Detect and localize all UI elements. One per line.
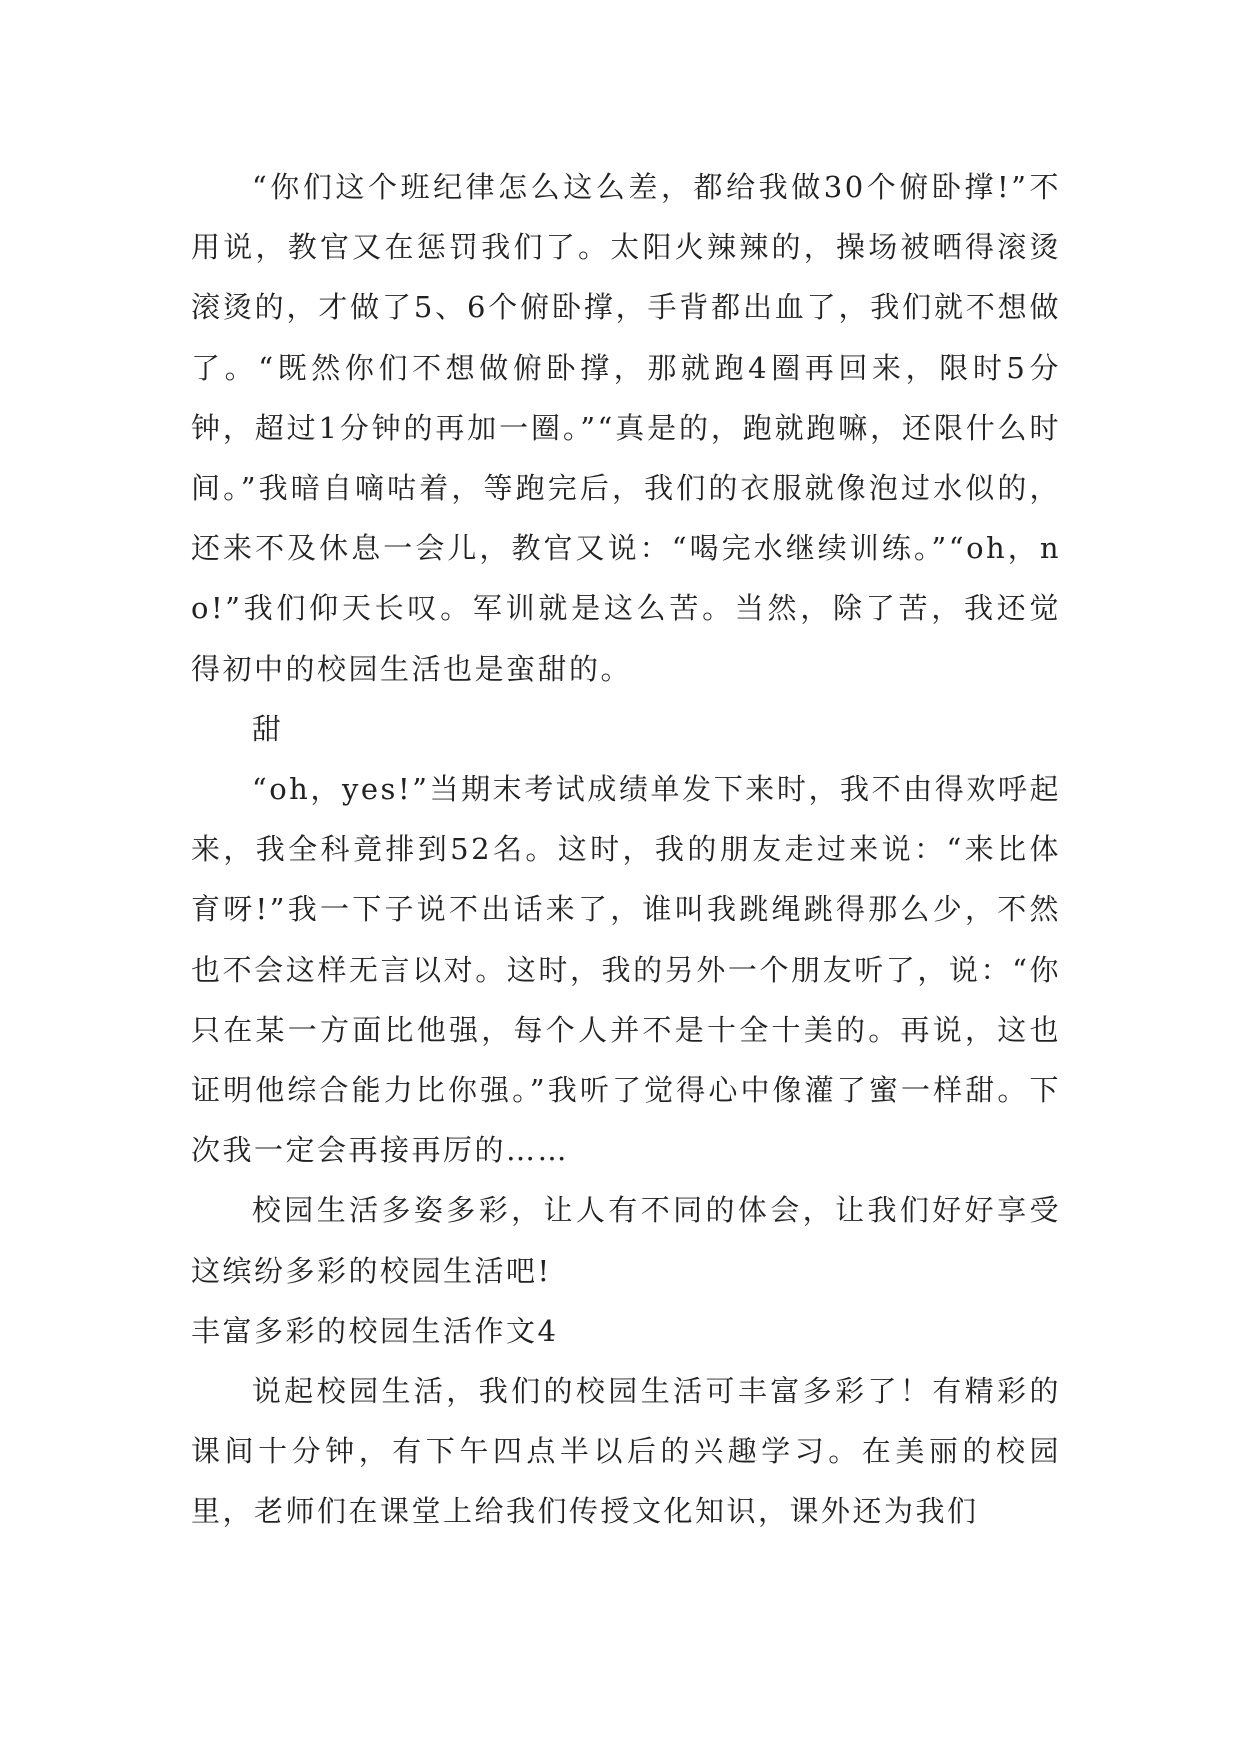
paragraph-exam-results: “oh，yes!”当期末考试成绩单发下来时，我不由得欢呼起来，我全科竟排到52名。这时，我的朋友走过来说：“来比体育呀!”我一下子说不出话来了，谁叫我跳绳跳得那么少，不然也不会这样无言以对。这时，我的另外一个朋友听了，说：“你只在某一方面比他强，每个人并不是十全十美的。再说，这也证明他综合能力比你强。”我听了觉得心中像灌了蜜一样甜。下次我一定会再接再厉的…… [191,772,1061,1168]
section-heading-sweet: 甜 [251,711,284,746]
paragraph-conclusion: 校园生活多姿多彩，让人有不同的体会，让我们好好享受这缤纷多彩的校园生活吧! [191,1193,1061,1288]
essay-title: 丰富多彩的校园生活作文4 [191,1313,559,1348]
document-body [191,157,1061,1542]
paragraph-military-training: “你们这个班纪律怎么这么差，都给我做30个俯卧撑!”不用说，教官又在惩罚我们了。太阳火辣辣的，操场被晒得滚烫滚烫的，才做了5、6个俯卧撑，手背都出血了，我们就不想做了。“既然你们不想做俯卧撑，那就跑4圈再回来，限时5分钟，超过1分钟的再加一圈。”“真是的，跑就跑嘛，还限什么时间。”我暗自嘀咕着，等跑完后，我们的衣服就像泡过水似的，还来不及休息一会儿，教官又说：“喝完水继续训练。”“oh，no!”我们仰天长叹。军训就是这么苦。当然，除了苦，我还觉得初中的校园生活也是蛮甜的。 [191,170,1061,686]
paragraph-essay-4-intro: 说起校园生活，我们的校园生活可丰富多彩了！有精彩的课间十分钟，有下午四点半以后的兴趣学习。在美丽的校园里，老师们在课堂上给我们传授文化知识，课外还为我们 [191,1374,1061,1529]
